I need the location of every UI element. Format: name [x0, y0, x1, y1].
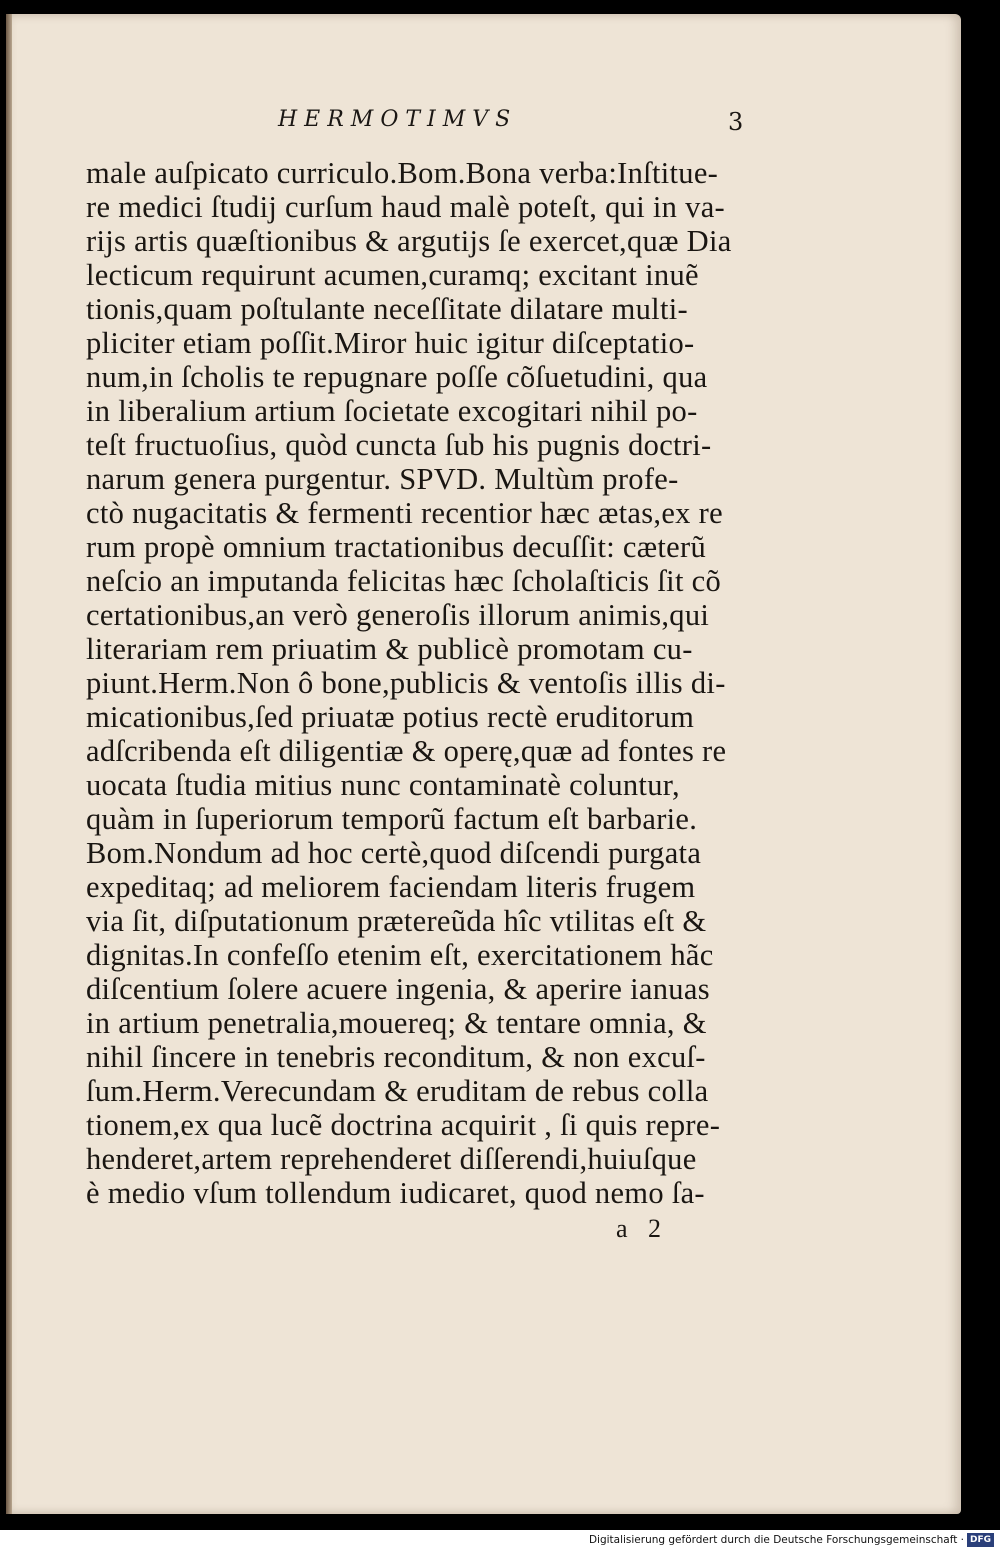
page-gutter-edge [6, 14, 12, 1514]
text-line: tionem,ex qua lucẽ doctrina acquirit , ſi quis repre- [86, 1108, 721, 1142]
text-line: pliciter etiam poſſit.Miror huic igitur diſceptatio- [86, 326, 695, 360]
text-line: ctò nugacitatis & fermenti recentior hæc ætas,ex re [86, 496, 723, 530]
text-line: Bom.Nondum ad hoc certè,quod diſcendi purgata [86, 836, 702, 870]
text-line: teſt fructuoſius, quòd cuncta ſub his pugnis doctri- [86, 428, 712, 462]
funding-credit: Digitalisierung gefördert durch die Deutsche Forschungsgemeinschaft · [588, 1534, 964, 1546]
text-line: tionis,quam poſtulante neceſſitate dilatare multi- [86, 292, 688, 326]
text-line: uocata ſtudia mitius nunc contaminatè coluntur, [86, 768, 680, 802]
text-line: num,in ſcholis te repugnare poſſe cõſuetudini, qua [86, 360, 708, 394]
body-text [86, 156, 766, 1210]
book-page [6, 14, 961, 1514]
text-line: quàm in ſuperiorum temporũ factum eſt barbarie. [86, 802, 698, 836]
text-line: piunt.Herm.Non ô bone,publicis & ventoſis illis di- [86, 666, 726, 700]
running-head: HERMOTIMVS [278, 107, 518, 132]
text-line: re medici ſtudij curſum haud malè poteſt, qui in va- [86, 190, 725, 224]
text-line: in liberalium artium ſocietate excogitari nihil po- [86, 394, 698, 428]
text-line: narum genera purgentur. SPVD. Multùm profe- [86, 462, 679, 496]
text-line: è medio vſum tollendum iudicaret, quod nemo ſa- [86, 1176, 705, 1210]
text-line: ſum.Herm.Verecundam & eruditam de rebus colla [86, 1074, 709, 1108]
footer-bar [0, 1530, 1000, 1552]
text-line: expeditaq; ad meliorem faciendam literis frugem [86, 870, 696, 904]
page-number: 3 [728, 108, 744, 136]
text-line: henderet,artem reprehenderet diſſerendi,huiuſque [86, 1142, 697, 1176]
signature-mark: a 2 [616, 1214, 662, 1243]
text-line: rum propè omnium tractationibus decuſſit: cæterũ [86, 530, 707, 564]
text-line: dignitas.In confeſſo etenim eſt, exercitationem hãc [86, 938, 714, 972]
text-line: lecticum requirunt acumen,curamq; excitant inuẽ [86, 258, 699, 292]
text-line: diſcentium ſolere acuere ingenia, & aperire ianuas [86, 972, 710, 1006]
text-line: micationibus,ſed priuatæ potius rectè eruditorum [86, 700, 695, 734]
text-line: literariam rem priuatim & publicè promotam cu- [86, 632, 693, 666]
text-line: male auſpicato curriculo.Bom.Bona verba:Inſtitue- [86, 156, 719, 190]
dfg-logo-icon: DFG [967, 1533, 994, 1547]
text-line: in artium penetralia,mouereq; & tentare omnia, & [86, 1006, 707, 1040]
text-line: neſcio an imputanda felicitas hæc ſcholaſticis ſit cõ [86, 564, 722, 598]
text-line: via ſit, diſputationum prætereũda hîc vtilitas eſt & [86, 904, 707, 938]
text-line: rijs artis quæſtionibus & argutijs ſe exercet,quæ Dia [86, 224, 732, 258]
text-line: nihil ſincere in tenebris reconditum, & non excuſ- [86, 1040, 706, 1074]
text-line: adſcribenda eſt diligentiæ & operę,quæ ad fontes re [86, 734, 727, 768]
text-line: certationibus,an verò generoſis illorum animis,qui [86, 598, 710, 632]
